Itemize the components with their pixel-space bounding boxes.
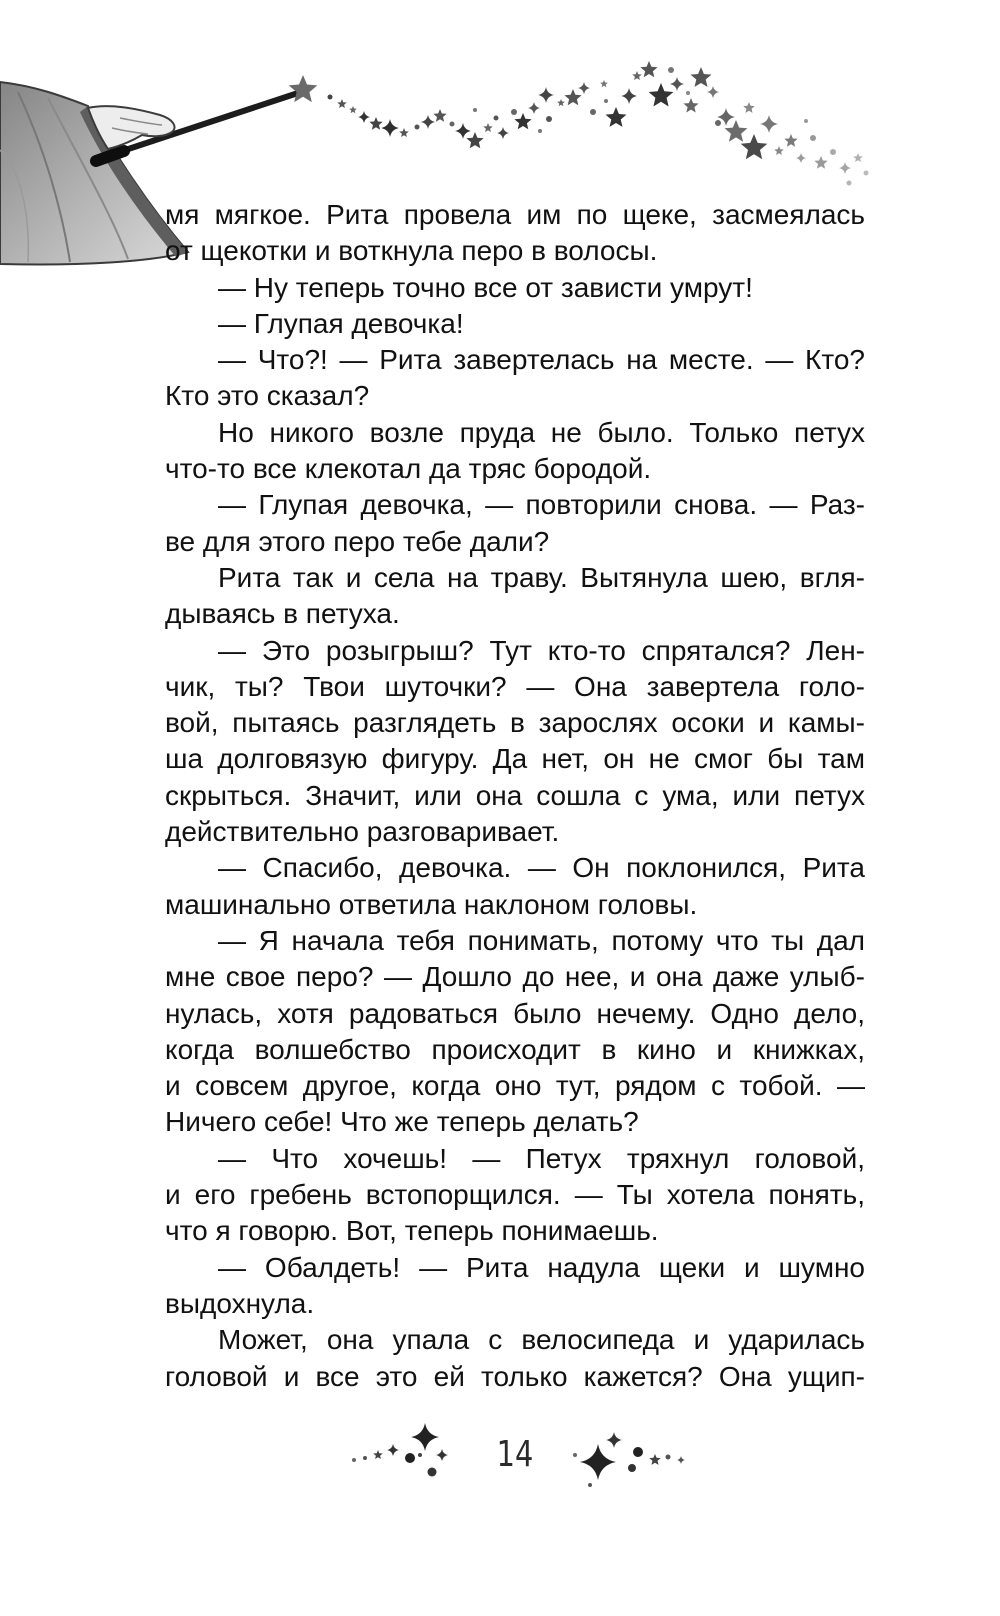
text-line: дываясь в петуха. xyxy=(165,598,400,630)
text-line: — Глупая девочка, — повторили снова. — Раз- xyxy=(218,489,865,521)
sparkle-icon xyxy=(670,77,684,91)
star-icon xyxy=(725,120,748,142)
dot-icon xyxy=(328,95,333,100)
text-line: — Спасибо, девочка. — Он поклонился, Рита xyxy=(218,852,865,884)
dot-icon xyxy=(415,125,420,130)
text-line: — Обалдеть! — Рита надула щеки и шумно xyxy=(218,1251,865,1283)
star-icon xyxy=(743,102,754,113)
page-number: 14 xyxy=(496,1434,534,1475)
star-icon xyxy=(691,67,712,87)
star-icon xyxy=(399,128,409,137)
star-icon xyxy=(369,117,382,130)
star-icon xyxy=(289,75,318,102)
sparkle-icon xyxy=(796,153,806,163)
star-icon xyxy=(814,156,827,169)
star-icon xyxy=(600,80,608,87)
star-icon xyxy=(514,113,531,129)
star-icon xyxy=(433,109,446,122)
star-icon xyxy=(337,99,347,108)
star-icon xyxy=(349,106,357,113)
paragraph xyxy=(165,1141,865,1250)
sparkle-icon xyxy=(497,127,509,139)
sparkle-icon xyxy=(760,115,778,133)
dot-icon xyxy=(546,116,552,122)
star-icon xyxy=(483,123,493,132)
text-line: ве для этого перо тебе дали? xyxy=(165,525,550,557)
dot-icon xyxy=(450,122,455,127)
paragraph xyxy=(165,342,865,415)
sparkle-icon xyxy=(677,1456,685,1464)
dot-icon xyxy=(804,119,808,123)
sparkle-icon xyxy=(421,115,435,129)
paragraph xyxy=(165,306,865,342)
dot-icon xyxy=(428,1468,437,1477)
paragraph xyxy=(165,1250,865,1323)
text-line: вой, пытаясь разглядеть в зарослях осоки и камы- xyxy=(165,707,865,739)
text-line: — Я начала тебя понимать, потому что ты дал xyxy=(218,924,865,956)
star-trail xyxy=(289,61,869,186)
paragraph xyxy=(165,487,865,560)
paragraph xyxy=(165,633,865,851)
sparkle-icon xyxy=(606,1432,622,1448)
paragraph xyxy=(165,415,865,488)
dot-icon xyxy=(604,99,608,103)
star-icon xyxy=(466,132,483,148)
text-line: головой и все это ей только кажется? Она ущип- xyxy=(165,1360,865,1392)
star-icon xyxy=(649,1454,660,1465)
star-icon xyxy=(853,153,863,162)
dot-icon xyxy=(628,1464,636,1472)
paragraph xyxy=(165,1322,865,1395)
text-line: машинально ответила наклоном головы. xyxy=(165,888,698,920)
sparkle-icon xyxy=(381,119,399,137)
star-icon xyxy=(564,89,581,105)
sparkle-icon xyxy=(839,162,851,174)
text-line: выдохнула. xyxy=(165,1287,315,1319)
sparkle-icon xyxy=(436,1449,448,1461)
text-line: что я говорю. Вот, теперь понимаешь. xyxy=(165,1215,659,1247)
star-icon xyxy=(649,83,674,107)
sparkle-icon xyxy=(411,1423,439,1451)
text-line: Ничего себе! Что же теперь делать? xyxy=(165,1106,639,1138)
sparkle-icon xyxy=(455,123,471,139)
text-line: — Что хочешь! — Петух тряхнул головой, xyxy=(218,1142,865,1174)
dot-icon xyxy=(473,108,477,112)
text-line: мне свое перо? — Дошло до нее, и она даже улыб- xyxy=(165,961,865,993)
text-line: Но никого возле пруда не было. Только петух xyxy=(218,416,865,448)
text-line: нулась, хотя радоваться было нечему. Одно дело, xyxy=(165,997,865,1029)
footer-ornament-right xyxy=(573,1432,685,1487)
star-icon xyxy=(784,134,797,147)
text-line: и его гребень встопорщился. — Ты хотела понять, xyxy=(165,1179,865,1211)
text-line: — Ну теперь точно все от зависти умрут! xyxy=(218,271,753,303)
star-icon xyxy=(632,71,642,80)
star-icon xyxy=(373,1450,383,1459)
dot-icon xyxy=(666,1455,671,1460)
star-icon xyxy=(557,99,565,106)
dot-icon xyxy=(590,109,596,115)
dot-icon xyxy=(538,129,542,133)
dot-icon xyxy=(511,109,517,115)
text-line: — Это розыгрыш? Тут кто-то спрятался? Лен- xyxy=(218,634,865,666)
sparkle-icon xyxy=(580,1444,616,1480)
dot-icon xyxy=(715,120,721,126)
sparkle-icon xyxy=(707,86,719,98)
dot-icon xyxy=(352,1458,356,1462)
text-line: и совсем другое, когда оно тут, рядом с тобой. — xyxy=(165,1070,865,1102)
sparkle-icon xyxy=(578,82,590,94)
dot-icon xyxy=(494,116,499,121)
sparkle-icon xyxy=(538,87,554,103)
dot-icon xyxy=(633,1447,643,1457)
dot-icon xyxy=(588,1483,592,1487)
text-line: Может, она упала с велосипеда и ударилась xyxy=(218,1324,865,1356)
body-text xyxy=(165,197,865,1395)
dot-icon xyxy=(363,1456,367,1460)
paragraph xyxy=(165,923,865,1141)
dot-icon xyxy=(847,181,852,186)
text-line: действительно разговаривает. xyxy=(165,816,560,848)
paragraph xyxy=(165,197,865,270)
text-line: ша долговязую фигуру. Да нет, он не смог бы там xyxy=(165,743,865,775)
sparkle-icon xyxy=(387,1444,399,1456)
star-icon xyxy=(606,107,627,127)
star-icon xyxy=(640,61,657,77)
text-line: скрыться. Значит, или она сошла с ума, или петух xyxy=(165,779,865,811)
text-line: — Что?! — Рита завертелась на месте. — Кто? xyxy=(218,344,865,376)
text-line: Рита так и села на траву. Вытянула шею, вгля- xyxy=(218,561,865,593)
dot-icon xyxy=(830,149,836,155)
paragraph xyxy=(165,850,865,923)
sparkle-icon xyxy=(528,102,540,114)
dot-icon xyxy=(668,67,674,73)
dot-icon xyxy=(810,135,816,141)
text-line: когда волшебство происходит в кино и книжках, xyxy=(165,1033,865,1065)
paragraph xyxy=(165,270,865,306)
text-line: что-то все клекотал да тряс бородой. xyxy=(165,453,652,485)
text-line: от щекотки и воткнула перо в волосы. xyxy=(165,235,658,267)
paragraph xyxy=(165,560,865,633)
text-line: Кто это сказал? xyxy=(165,380,370,412)
dot-icon xyxy=(418,1453,422,1457)
dot-icon xyxy=(686,91,690,95)
sparkle-icon xyxy=(358,111,370,123)
dot-icon xyxy=(573,1453,577,1457)
sparkle-icon xyxy=(621,88,637,104)
dot-icon xyxy=(864,171,869,176)
text-line: чик, ты? Твои шуточки? — Она завертела голо- xyxy=(165,670,865,702)
dot-icon xyxy=(405,1453,415,1463)
text-line: — Глупая девочка! xyxy=(218,307,464,339)
star-icon xyxy=(741,134,768,159)
text-line: мя мягкое. Рита провела им по щеке, засмеялась xyxy=(165,199,865,230)
star-icon xyxy=(683,98,698,113)
footer-ornament-left xyxy=(352,1423,448,1477)
star-icon xyxy=(774,146,784,155)
